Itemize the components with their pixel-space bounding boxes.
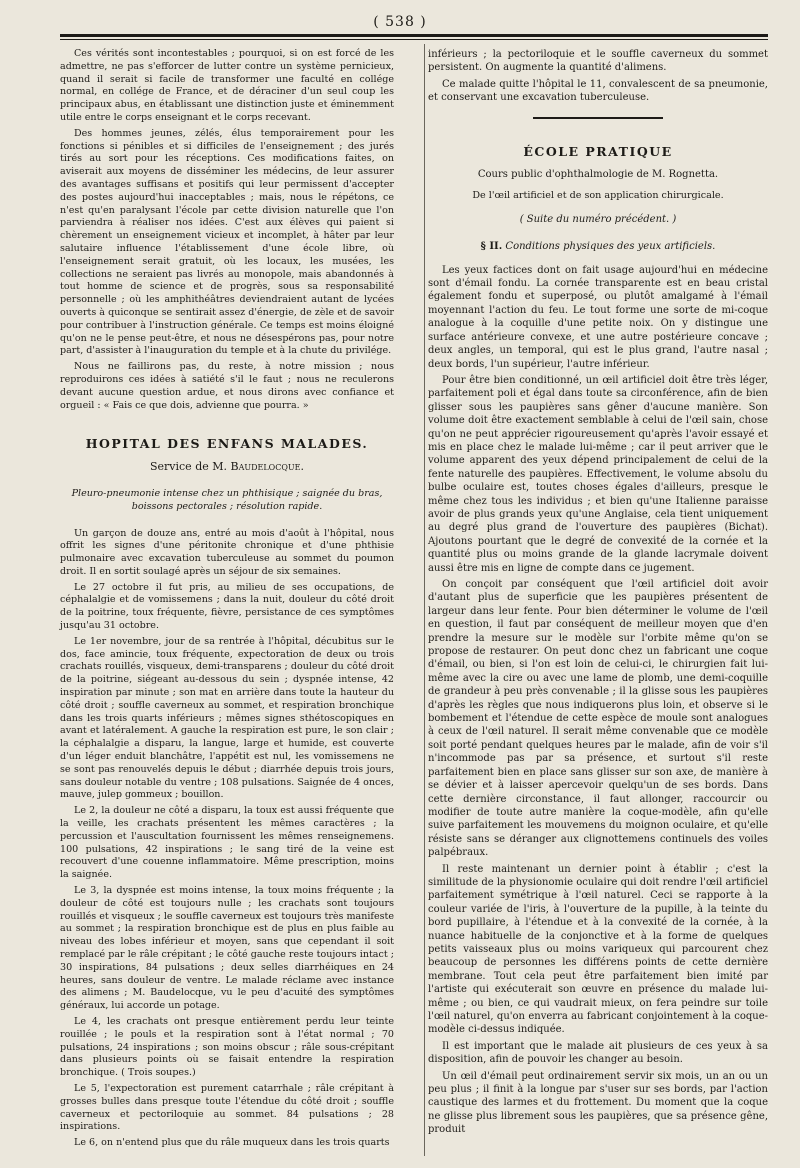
body-paragraph: Il est important que le malade ait plusieurs de ces yeux à sa disposition, afin de pouvoir les changer au besoin. — [428, 1040, 768, 1066]
page-number: ( 538 ) — [373, 14, 427, 30]
section-rule — [533, 117, 663, 119]
case-paragraph: Le 1er novembre, jour de sa rentrée à l'hôpital, décubitus sur le dos, face amincie, toux fréquente, expectoration de deux ou trois crachats rouillés, visqueux, demi-transparens ; douleur du côté droit de la poitrine, siégeant au-dessous du sein ; dyspnée intense, 42 inspiration par minute ; son mat en arrière dans toute la hauteur du côté droit ; souffle caverneux au sommet, et respiration bronchique dans les trois quarts inférieurs ; mêmes signes sthétoscopiques en avant et latéralement. A gauche la respiration est pure, le son clair ; la céphalalgie a disparu, la langue, large et humide, est couverte d'un léger enduit blanchâtre, l'appétit est nul, les vomissemens ne se sont pas renouvelés depuis le début ; diarrhée depuis trois jours, sans douleur notable du ventre ; 108 pulsations. Saignée de 4 onces, mauve, julep gommeux ; bouillon. — [60, 635, 394, 801]
continuation-paragraph: Ce malade quitte l'hôpital le 11, convalescent de sa pneumonie, et conservant une excavation tuberculeuse. — [428, 78, 768, 104]
body-paragraph: Pour être bien conditionné, un œil artificiel doit être très léger, parfaitement poli et égal dans toute sa circonférence, afin de bien glisser sous les paupières sans gêner d'aucune manière. Son volume doit être exactement semblable à celui de l'œil sain, chose qu'on ne peut apprécier rigoureusement qu'après l'avoir essayé et mis en place chez le malade lui-même ; car il peut arriver que le volume apparent des yeux dépend principalement de celui de la fente naturelle des paupières. Effectivement, le volume absolu du bulbe oculaire est, toutes choses égales d'ailleurs, presque le même chez tous les individus ; et bien qu'une Italienne paraisse avoir de plus grands yeux qu'une Anglaise, cela tient uniquement au degré plus grand de l'ouverture des paupières (Bichat). Ajoutons pourtant que le degré de convexité de la cornée et la quantité plus ou moins grande de la glande lacrymale doivent aussi être mis en ligne de compte dans ce jugement. — [428, 374, 768, 574]
header-rule — [60, 34, 768, 40]
case-paragraph: Le 3, la dyspnée est moins intense, la toux moins fréquente ; la douleur de côté est toujours nulle ; les crachats sont toujours rouillés et visqueux ; le souffle caverneux est toujours très manifeste au sommet ; la respiration bronchique est de plus en plus faible au niveau des lobes inférieur et moyen, sans que cependant il soit remplacé par le râle crépitant ; le côté gauche reste toujours intact ; 30 inspirations, 84 pulsations ; deux selles diarrhéiques en 24 heures, sans douleur de ventre. Le malade réclame avec instance des alimens ; M. Baudelocque, vu le peu d'acuité des symptômes généraux, lui accorde un potage. — [60, 885, 394, 1012]
paragraph-title: Conditions physiques des yeux artificiels. — [505, 241, 716, 253]
case-paragraph: Le 27 octobre il fut pris, au milieu de ses occupations, de céphalalgie et de vomissemens ; dans la nuit, douleur du côté droit de la poitrine, toux fréquente, fièvre, persistance de ces symptômes jusqu'au 31 octobre. — [60, 581, 394, 632]
intro-paragraph: Des hommes jeunes, zélés, élus temporairement pour les fonctions si pénibles et si difficiles de l'enseignement ; des jurés tirés au sort pour les réceptions. Ces modifications faites, on aviserait aux moyens de disséminer les médecins, de leur assurer des avantages suffisans et positifs qui leur permissent d'accepter des postes aujourd'hui inacceptables ; mais, nous le répétons, ce n'est qu'en paralysant l'école par cette division naturelle que l'on parviendra à réaliser nos idées. C'est aux élèves qui paient si chèrement un enseignement vicieux et incomplet, à hâter par leur salutaire influence l'établissement d'une école libre, où l'enseignement serait gratuit, où les locaux, les musées, les collections ne seraient pas livrés au monopole, mais abandonnés à tout homme de science et de progrès, sous sa responsabilité personnelle ; où les amphithéâtres deviendraient autant de lycées ouverts à quiconque se sentirait assez d'énergie, de zèle et de savoir pour contribuer à l'instruction générale. Ce temps est moins éloigné qu'on ne le pense peut-être, et nous ne désespérons pas, pour notre part, d'assister à l'inauguration du temple et à la chute du privilége. — [60, 127, 394, 357]
column-divider — [424, 44, 425, 1156]
body-paragraph: On conçoit par conséquent que l'œil artificiel doit avoir d'autant plus de superficie que les paupières présentent de largeur dans leur fente. Pour bien déterminer le volume de l'œil en question, il faut par conséquent de meilleur moyen que d'en prendre la mesure sur le modèle sur l'orbite même qu'on se propose de restaurer. On peut donc chez un fabricant une coque d'émail, ou bien, si l'on est loin de celui-ci, le chirurgien fait lui-même avec la cire ou avec une lame de plomb, une demi-coquille de grandeur à peu près convenable ; il la glisse sous les paupières d'après les règles que nous indiquerons plus loin, et observe si le bombement et l'étendue de cette espèce de moule sont analogues à ceux de l'œil naturel. Il serait même convenable que ce modèle soit porté pendant quelques heures par le malade, afin de voir s'il n'incommode pas par sa présence, et surtout s'il reste parfaitement bien en place sans glisser sur son axe, de manière à se dévier et à laisser apercevoir quelqu'un de ses bords. Dans cette dernière circonstance, il faut allonger, raccourcir ou modifier de toute autre manière la coque-modèle, afin qu'elle suive parfaitement les mouvemens du moignon oculaire, et qu'elle résiste sans se déranger aux clignottemens continuels des voiles palpébraux. — [428, 579, 768, 859]
section-title-ecole: ÉCOLE PRATIQUE — [523, 143, 673, 159]
continuation-paragraph: inférieurs ; la pectoriloquie et le souffle caverneux du sommet persistent. On augmente la quantité d'alimens. — [428, 49, 768, 74]
left-column — [60, 48, 394, 1153]
service-line — [60, 461, 394, 474]
paragraph-heading — [428, 240, 768, 253]
body-paragraph: Les yeux factices dont on fait usage aujourd'hui en médecine sont d'émail fondu. La cornée transparente est en beau cristal également fondu et superposé, ou plutôt amalgamé à l'émail moyennant l'action du feu. Le tout forme une sorte de mi-coque analogue à la coquille d'une petite noix. On y distingue une surface antérieure convexe, et une autre postérieure concave ; deux angles, un temporal, qui est le plus grand, l'autre nasal ; deux bords, l'un supérieur, l'autre inférieur. — [428, 264, 768, 370]
case-paragraph: Le 6, on n'entend plus que du râle muqueux dans les trois quarts — [74, 1137, 390, 1149]
case-paragraph: Le 2, la douleur ne côté a disparu, la toux est aussi fréquente que la veille, les crachats présentent les mêmes caractères ; la percussion et l'auscultation fournissent les mêmes renseignemens. 100 pulsations, 42 inspirations ; le sang tiré de la veine est recouvert d'une couenne inflammatoire. Même prescription, moins la saignée. — [60, 805, 394, 881]
right-column — [428, 48, 768, 1140]
service-name: Baudelocque. — [230, 460, 304, 474]
case-paragraph: Le 4, les crachats ont presque entièrement perdu leur teinte rouillée ; le pouls et la respiration sont à l'état normal ; 70 pulsations, 24 inspirations ; son moins obscur ; râle sous-crépitant dans plusieurs points où se faisait entendre la respiration bronchique. ( Trois soupes.) — [60, 1015, 394, 1079]
body-paragraph: Il reste maintenant un dernier point à établir ; c'est la similitude de la physionomie oculaire qui doit rendre l'œil artificiel parfaitement symétrique à l'œil naturel. Ceci se rapporte à la couleur variée de l'iris, à l'ouverture de la pupille, à la teinte du bord pupillaire, à l'étendue et à la convexité de la cornée, à la nuance habituelle de la conjonctive et à la forme de quelques petits vaisseaux plus ou moins variqueux qui parcourent chez beaucoup de personnes les différens points de cette dernière membrane. Tout cela peut être parfaitement bien imité par l'artiste qui exécuterait son œuvre en présence du malade lui-même ; ou bien, ce qui vaudrait mieux, on fera peindre sur toile l'œil naturel, qu'on enverra au fabricant conjointement à la coque-modèle ci-dessus indiquée. — [428, 863, 768, 1036]
body-paragraph: Un œil d'émail peut ordinairement servir six mois, un an ou un peu plus ; il finit à la longue par s'user sur ses bords, par l'action caustique des larmes et du frottement. Du moment que la coque ne glisse plus librement sous les paupières, que sa présence gêne, produit — [428, 1070, 768, 1136]
paragraph-number: § II. — [480, 241, 503, 253]
case-paragraph: Un garçon de douze ans, entré au mois d'août à l'hôpital, nous offrit les signes d'une péritonite chronique et d'une phthisie pulmonaire avec excavation tuberculeuse au sommet du poumon droit. Il en sortit soulagé après un séjour de six semaines. — [60, 527, 394, 577]
intro-paragraph: Nous ne faillirons pas, du reste, à notre mission ; nous reproduirons ces idées à satiété s'il le faut ; nous ne reculerons devant aucune question ardue, et nous dirons avec confiance et orgueil : « Fais ce que dois, advienne que pourra. » — [60, 361, 394, 411]
case-heading: Pleuro-pneumonie intense chez un phthisique ; saignée du bras, boissons pectorales ; résolution rapide. — [71, 487, 383, 512]
course-subtitle: De l'œil artificiel et de son application chirurgicale. — [472, 190, 724, 202]
service-prefix: Service de M. — [149, 460, 231, 474]
course-title: Cours public d'ophthalmologie de M. Rognetta. — [477, 169, 719, 181]
section-title-hopital: HOPITAL DES ENFANS MALADES. — [85, 436, 369, 452]
suite-note: ( Suite du numéro précédent. ) — [519, 213, 677, 225]
intro-paragraph: Ces vérités sont incontestables ; pourquoi, si on est forcé de les admettre, ne pas s'efforcer de lutter contre un système pernicieux, quand il serait si facile de transformer une faculté en collége normal, en collége de France, et de déraciner d'un seul coup les principaux abus, en établissant une distinction juste et éminemment utile entre le corps enseignant et le corps recevant. — [60, 48, 394, 123]
case-paragraph: Le 5, l'expectoration est purement catarrhale ; râle crépitant à grosses bulles dans presque toute l'étendue du côté droit ; souffle caverneux et pectoriloquie au sommet. 84 pulsations ; 28 inspirations. — [60, 1082, 394, 1133]
